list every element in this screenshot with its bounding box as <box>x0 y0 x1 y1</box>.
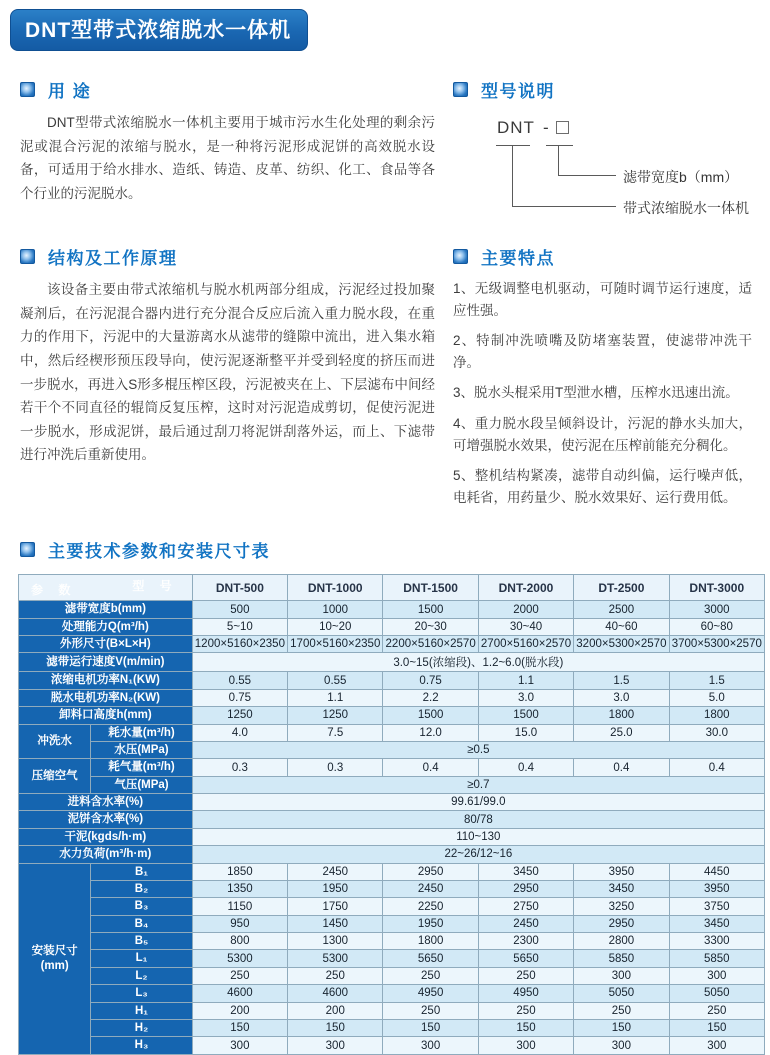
label-belt-width: 滤带宽度b（mm） <box>623 169 739 185</box>
row-label-cell: 脱水电机功率N₂(KW) <box>19 689 193 706</box>
data-cell: 0.55 <box>192 672 287 689</box>
spec-table-section <box>20 537 770 1054</box>
data-cell: 60~80 <box>669 618 764 635</box>
data-cell: 300 <box>669 967 764 984</box>
data-cell: 30.0 <box>669 724 764 741</box>
data-cell: 300 <box>574 967 669 984</box>
corner-param-label: 参 数 <box>31 583 77 598</box>
data-cell: 300 <box>669 1037 764 1054</box>
data-cell: 4950 <box>478 985 573 1002</box>
data-cell: 25.0 <box>574 724 669 741</box>
data-cell: 5~10 <box>192 618 287 635</box>
data-cell: 1300 <box>288 933 383 950</box>
data-cell: 3250 <box>574 898 669 915</box>
row-label-cell: 进料含水率(%) <box>19 794 193 811</box>
model-header-cell: DNT-1000 <box>288 575 383 601</box>
data-cell: 1000 <box>288 601 383 618</box>
data-cell: 500 <box>192 601 287 618</box>
data-cell: 1250 <box>288 707 383 724</box>
data-cell: 5050 <box>574 985 669 1002</box>
data-cell: 250 <box>478 1002 573 1019</box>
data-cell: 250 <box>478 967 573 984</box>
data-cell: 5.0 <box>669 689 764 706</box>
data-cell: 3200×5300×2570 <box>574 636 669 653</box>
data-cell: 5650 <box>478 950 573 967</box>
structure-heading <box>20 244 435 269</box>
data-cell: 1500 <box>383 707 478 724</box>
data-cell: 1500 <box>383 601 478 618</box>
data-cell: 12.0 <box>383 724 478 741</box>
data-cell: 4600 <box>288 985 383 1002</box>
data-cell: 1950 <box>288 880 383 897</box>
data-cell: 30~40 <box>478 618 573 635</box>
data-cell: 5300 <box>288 950 383 967</box>
row-label-cell: 耗气量(m³/h) <box>91 759 192 776</box>
data-cell: 1.5 <box>669 672 764 689</box>
model-code-dash: - <box>542 118 550 137</box>
table-row <box>19 915 765 932</box>
feature-item: 1、无级调整电机驱动，可随时调节运行速度，适应性强。 <box>453 281 752 318</box>
data-cell: 3700×5300×2570 <box>669 636 764 653</box>
data-cell: 150 <box>383 1019 478 1036</box>
row-label-cell: 滤带宽度b(mm) <box>19 601 193 618</box>
model-heading-label: 型号说明 <box>481 82 555 101</box>
table-row <box>19 863 765 880</box>
data-cell: 1950 <box>383 915 478 932</box>
data-cell: 2950 <box>383 863 478 880</box>
row-label-cell: 安装尺寸(mm) <box>19 863 91 1054</box>
table-row <box>19 601 765 618</box>
data-cell: 250 <box>192 967 287 984</box>
row-label-cell: 外形尺寸(B×L×H) <box>19 636 193 653</box>
data-cell: 5850 <box>669 950 764 967</box>
data-cell: 200 <box>288 1002 383 1019</box>
features-section <box>453 244 752 517</box>
data-cell: 300 <box>574 1037 669 1054</box>
data-cell: 1200×5160×2350 <box>192 636 287 653</box>
data-cell: 0.4 <box>383 759 478 776</box>
row-label-cell: 耗水量(m³/h) <box>91 724 192 741</box>
table-row <box>19 776 765 793</box>
data-cell: 300 <box>383 1037 478 1054</box>
data-cell: 1800 <box>669 707 764 724</box>
row-label-cell: 干泥(kgds/h·m) <box>19 828 193 845</box>
table-header-row <box>19 575 765 601</box>
data-cell: 2.2 <box>383 689 478 706</box>
corner-model-label: 型 号 <box>132 579 178 594</box>
data-cell: 3.0 <box>574 689 669 706</box>
feature-item: 5、整机结构紧凑，滤带自动纠偏，运行噪声低，电耗省，用药量少、脱水效果好、运行费用低。 <box>453 468 752 505</box>
data-cell: 4.0 <box>192 724 287 741</box>
data-cell: 250 <box>383 967 478 984</box>
data-cell: 800 <box>192 933 287 950</box>
table-row <box>19 828 765 845</box>
table-row <box>19 1037 765 1054</box>
data-cell: ≥0.5 <box>192 741 764 758</box>
callout-line-machine <box>512 146 616 207</box>
data-cell: 300 <box>192 1037 287 1054</box>
table-row <box>19 672 765 689</box>
table-row <box>19 1002 765 1019</box>
data-cell: 5650 <box>383 950 478 967</box>
data-cell: 3.0 <box>478 689 573 706</box>
table-row <box>19 724 765 741</box>
row-label-cell: 水力负荷(m³/h·m) <box>19 846 193 863</box>
data-cell: 950 <box>192 915 287 932</box>
row-label-cell: 处理能力Q(m³/h) <box>19 618 193 635</box>
data-cell: 3450 <box>669 915 764 932</box>
data-cell: 1.5 <box>574 672 669 689</box>
data-cell: 2950 <box>478 880 573 897</box>
table-row <box>19 636 765 653</box>
data-cell: 0.3 <box>288 759 383 776</box>
table-row <box>19 618 765 635</box>
features-heading-label: 主要特点 <box>481 249 555 268</box>
model-code <box>497 118 569 138</box>
data-cell: 1.1 <box>288 689 383 706</box>
data-cell: 0.75 <box>383 672 478 689</box>
data-cell: 2750 <box>478 898 573 915</box>
data-cell: 1.1 <box>478 672 573 689</box>
section-bullet-icon <box>453 249 468 264</box>
data-cell: 1800 <box>574 707 669 724</box>
data-cell: 0.4 <box>478 759 573 776</box>
row-label-cell: 卸料口高度h(mm) <box>19 707 193 724</box>
usage-paragraph: DNT型带式浓缩脱水一体机主要用于城市污水生化处理的剩余污泥或混合污泥的浓缩与脱水，是一种将污泥形成泥饼的高效脱水设备，可适用于给水排水、造纸、铸造、皮革、纺织、化工、食品等各个行业的污泥脱水。 <box>20 115 435 201</box>
data-cell: 0.55 <box>288 672 383 689</box>
row-label-cell: B₃ <box>91 898 192 915</box>
model-code-diagram <box>453 116 752 224</box>
table-row <box>19 898 765 915</box>
data-cell: 250 <box>383 1002 478 1019</box>
feature-item: 2、特制冲洗喷嘴及防堵塞装置，使滤带冲洗干净。 <box>453 333 752 370</box>
data-cell: ≥0.7 <box>192 776 764 793</box>
data-cell: 250 <box>574 1002 669 1019</box>
data-cell: 2450 <box>478 915 573 932</box>
table-row <box>19 811 765 828</box>
page-title: DNT型带式浓缩脱水一体机 <box>10 9 308 51</box>
row-label-cell: 浓缩电机功率N₁(KW) <box>19 672 193 689</box>
feature-item: 4、重力脱水段呈倾斜设计，污泥的静水头加大，可增强脱水效果，使污泥在压榨前能充分稠化。 <box>453 415 752 453</box>
data-cell: 80/78 <box>192 811 764 828</box>
data-cell: 150 <box>288 1019 383 1036</box>
table-row <box>19 933 765 950</box>
row-label-cell: B₅ <box>91 933 192 950</box>
data-cell: 15.0 <box>478 724 573 741</box>
data-cell: 5850 <box>574 950 669 967</box>
data-cell: 5050 <box>669 985 764 1002</box>
table-row <box>19 846 765 863</box>
label-machine-type: 带式浓缩脱水一体机 <box>623 200 749 216</box>
usage-heading <box>20 77 435 102</box>
data-cell: 150 <box>478 1019 573 1036</box>
model-size-box <box>556 121 569 134</box>
data-cell: 99.61/99.0 <box>192 794 764 811</box>
row-label-cell: B₁ <box>91 863 192 880</box>
row-label-cell: 泥饼含水率(%) <box>19 811 193 828</box>
data-cell: 5300 <box>192 950 287 967</box>
model-heading <box>453 77 752 102</box>
data-cell: 40~60 <box>574 618 669 635</box>
table-row <box>19 880 765 897</box>
data-cell: 3950 <box>574 863 669 880</box>
table-row <box>19 707 765 724</box>
data-cell: 1700×5160×2350 <box>288 636 383 653</box>
section-bullet-icon <box>20 542 35 557</box>
row-label-cell: 气压(MPa) <box>91 776 192 793</box>
row-label-cell: H₁ <box>91 1002 192 1019</box>
data-cell: 250 <box>288 967 383 984</box>
data-cell: 2000 <box>478 601 573 618</box>
data-cell: 1850 <box>192 863 287 880</box>
data-cell: 3300 <box>669 933 764 950</box>
data-cell: 1350 <box>192 880 287 897</box>
row-label-cell: H₂ <box>91 1019 192 1036</box>
data-cell: 3450 <box>574 880 669 897</box>
data-cell: 2450 <box>383 880 478 897</box>
row-label-cell: 冲洗水 <box>19 724 91 759</box>
table-row <box>19 653 765 672</box>
model-header-cell: DNT-2000 <box>478 575 573 601</box>
content-row-2 <box>0 244 770 517</box>
row-label-cell: B₂ <box>91 880 192 897</box>
model-header-cell: DNT-3000 <box>669 575 764 601</box>
data-cell: 0.75 <box>192 689 287 706</box>
data-cell: 250 <box>669 1002 764 1019</box>
data-cell: 1250 <box>192 707 287 724</box>
section-bullet-icon <box>20 82 35 97</box>
data-cell: 0.3 <box>192 759 287 776</box>
data-cell: 2450 <box>288 863 383 880</box>
row-label-cell: L₂ <box>91 967 192 984</box>
table-row <box>19 950 765 967</box>
data-cell: 110~130 <box>192 828 764 845</box>
data-cell: 1150 <box>192 898 287 915</box>
data-cell: 300 <box>288 1037 383 1054</box>
data-cell: 4950 <box>383 985 478 1002</box>
data-cell: 150 <box>669 1019 764 1036</box>
data-cell: 0.4 <box>669 759 764 776</box>
data-cell: 2800 <box>574 933 669 950</box>
data-cell: 10~20 <box>288 618 383 635</box>
corner-header-cell <box>19 575 193 601</box>
feature-item: 3、脱水头棍采用T型泄水槽，压榨水迅速出流。 <box>453 385 739 401</box>
spec-table-wrap <box>18 574 770 1054</box>
data-cell: 1450 <box>288 915 383 932</box>
spec-table <box>18 574 765 1054</box>
model-header-cell: DT-2500 <box>574 575 669 601</box>
data-cell: 4450 <box>669 863 764 880</box>
data-cell: 3450 <box>478 863 573 880</box>
spec-table-body <box>19 601 765 1054</box>
content-row-1 <box>0 77 770 224</box>
data-cell: 3.0~15(浓缩段)、1.2~6.0(脱水段) <box>192 653 764 672</box>
table-row <box>19 759 765 776</box>
data-cell: 1500 <box>478 707 573 724</box>
data-cell: 22~26/12~16 <box>192 846 764 863</box>
data-cell: 300 <box>478 1037 573 1054</box>
data-cell: 0.4 <box>574 759 669 776</box>
usage-heading-label: 用 途 <box>48 82 92 101</box>
spec-table-heading <box>20 537 770 562</box>
model-header-cell: DNT-1500 <box>383 575 478 601</box>
structure-heading-label: 结构及工作原理 <box>48 249 178 268</box>
data-cell: 1800 <box>383 933 478 950</box>
data-cell: 4600 <box>192 985 287 1002</box>
data-cell: 2500 <box>574 601 669 618</box>
data-cell: 3000 <box>669 601 764 618</box>
data-cell: 2200×5160×2570 <box>383 636 478 653</box>
row-label-cell: H₃ <box>91 1037 192 1054</box>
row-label-cell: L₁ <box>91 950 192 967</box>
data-cell: 3950 <box>669 880 764 897</box>
data-cell: 20~30 <box>383 618 478 635</box>
table-row <box>19 967 765 984</box>
section-bullet-icon <box>20 249 35 264</box>
section-bullet-icon <box>453 82 468 97</box>
data-cell: 2300 <box>478 933 573 950</box>
table-row <box>19 689 765 706</box>
structure-section <box>20 244 435 517</box>
usage-section <box>20 77 435 224</box>
table-row <box>19 1019 765 1036</box>
spec-table-heading-label: 主要技术参数和安装尺寸表 <box>48 542 270 562</box>
row-label-cell: 滤带运行速度V(m/min) <box>19 653 193 672</box>
data-cell: 2700×5160×2570 <box>478 636 573 653</box>
row-label-cell: L₃ <box>91 985 192 1002</box>
data-cell: 200 <box>192 1002 287 1019</box>
row-label-cell: 压缩空气 <box>19 759 91 794</box>
structure-paragraph: 该设备主要由带式浓缩机与脱水机两部分组成，污泥经过投加聚凝剂后，在污泥混合器内进行充分混合反应后流入重力脱水段，在重力的作用下，污泥中的大量游离水从滤带的缝隙中流出，进入集水箱中，然后经楔形预压段导向，使污泥逐渐整平并受到轻度的挤压而进一步脱水，再进入S形多棍压榨区段，污泥被夹在上、下层滤布中间经若干个不同直径的辊筒反复压榨，这时对污泥造成剪切，促使污泥进一步脱水，形成泥饼，最后通过刮刀将泥饼刮落外运，而上、下滤带进行冲洗后重新使用。 <box>20 282 435 463</box>
data-cell: 150 <box>574 1019 669 1036</box>
table-row <box>19 741 765 758</box>
features-heading <box>453 244 752 269</box>
data-cell: 3750 <box>669 898 764 915</box>
model-code-prefix: DNT <box>497 118 535 137</box>
features-list <box>453 278 752 508</box>
data-cell: 2950 <box>574 915 669 932</box>
data-cell: 2250 <box>383 898 478 915</box>
model-section <box>453 77 752 224</box>
data-cell: 1750 <box>288 898 383 915</box>
data-cell: 7.5 <box>288 724 383 741</box>
row-label-cell: B₄ <box>91 915 192 932</box>
table-row <box>19 794 765 811</box>
row-label-cell: 水压(MPa) <box>91 741 192 758</box>
data-cell: 150 <box>192 1019 287 1036</box>
model-header-cell: DNT-500 <box>192 575 287 601</box>
table-row <box>19 985 765 1002</box>
